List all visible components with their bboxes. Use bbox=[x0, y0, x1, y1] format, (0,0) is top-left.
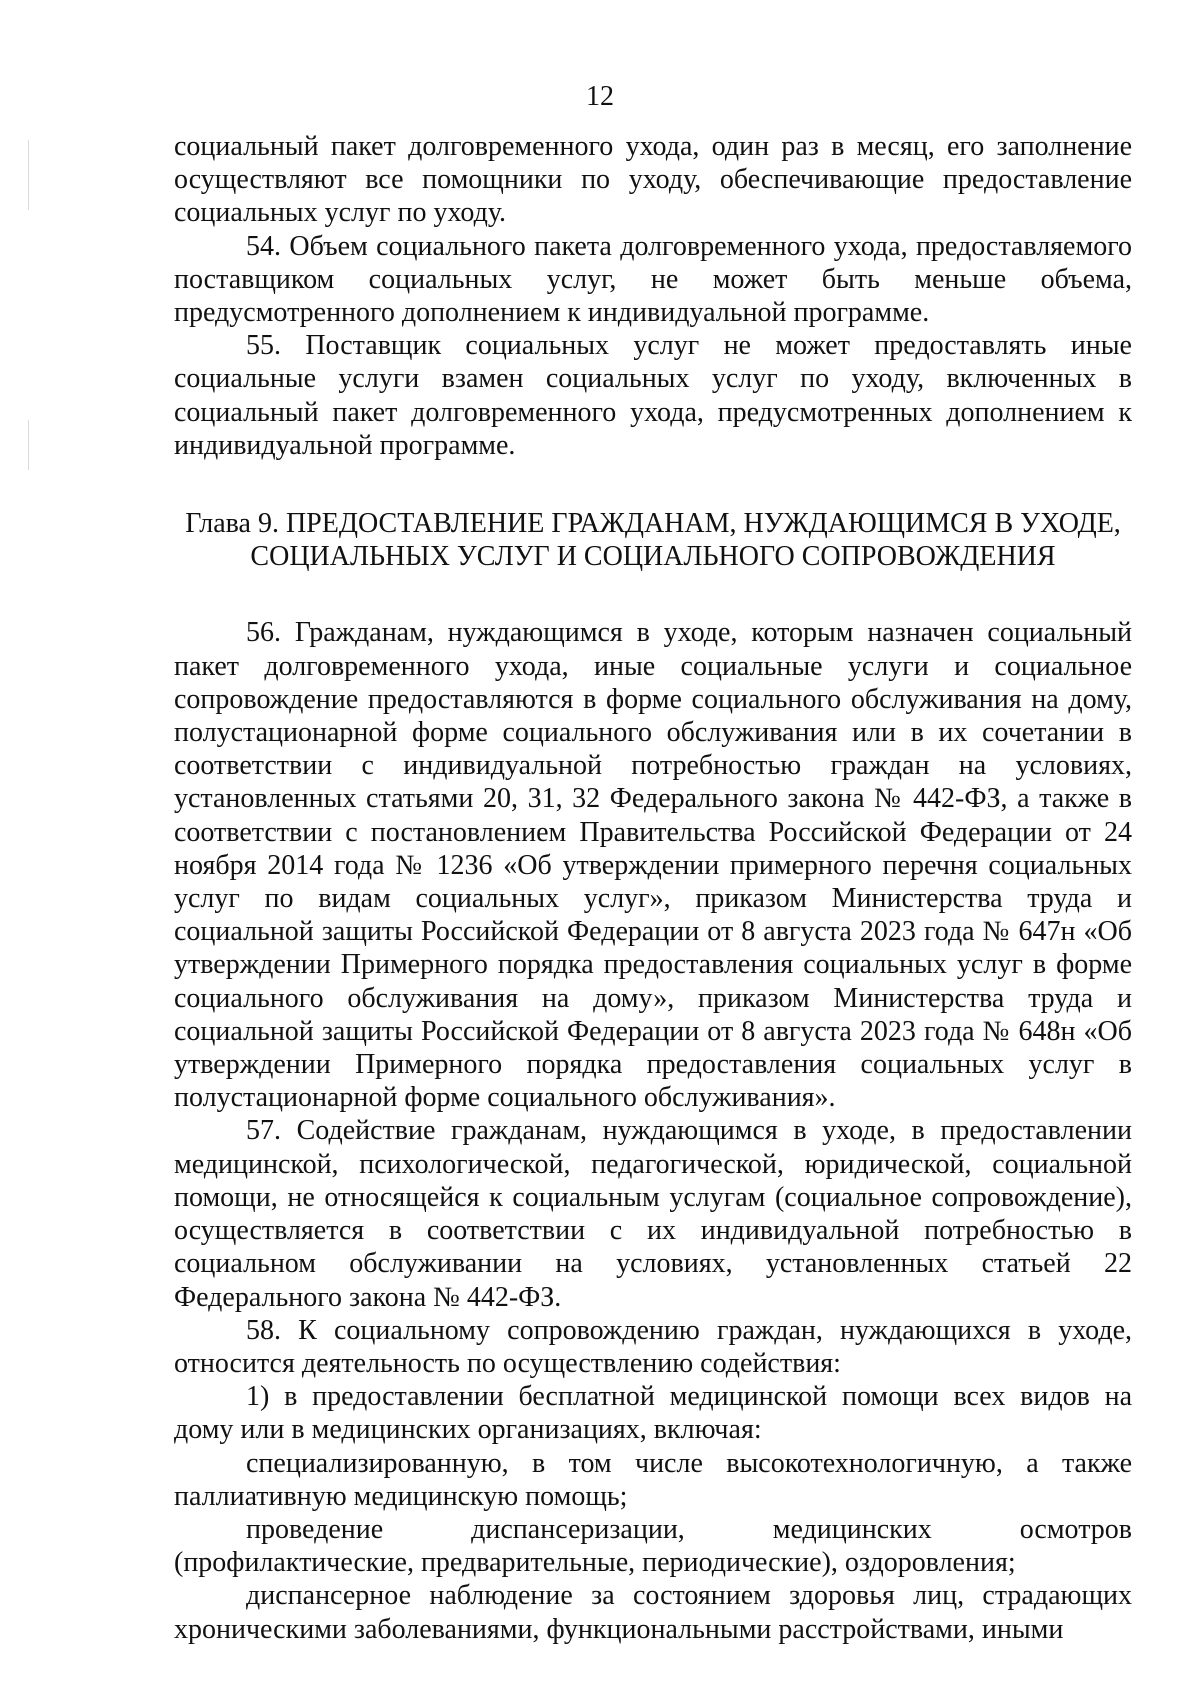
chapter-heading bbox=[174, 507, 1132, 573]
chapter-heading-line: Глава 9. ПРЕДОСТАВЛЕНИЕ ГРАЖДАНАМ, НУЖДАЮЩИМСЯ В УХОДЕ, bbox=[185, 508, 1121, 540]
chapter-heading-line: СОЦИАЛЬНЫХ УСЛУГ И СОЦИАЛЬНОГО СОПРОВОЖДЕНИЯ bbox=[250, 541, 1056, 573]
paragraph-group-bottom bbox=[174, 616, 1132, 1645]
scan-edge-mark bbox=[28, 420, 29, 470]
paragraph: специализированную, в том числе высокотехнологичную, а также паллиативную медицинскую помощь; bbox=[174, 1447, 1132, 1512]
paragraph: 54. Объем социального пакета долговременного ухода, предоставляемого поставщиком социальных услуг, не может быть меньше объема, предусмотренного дополнением к индивидуальной программе. bbox=[174, 230, 1132, 329]
paragraph: диспансерное наблюдение за состоянием здоровья лиц, страдающих хроническими заболеваниями, функциональными расстройствами, иными bbox=[174, 1580, 1132, 1645]
scan-edge-mark bbox=[28, 140, 29, 210]
page-number: 12 bbox=[586, 81, 614, 112]
paragraph-group-top bbox=[174, 130, 1132, 462]
paragraph: проведение диспансеризации, медицинских осмотров (профилактические, предварительные, периодические), оздоровления; bbox=[174, 1513, 1132, 1579]
paragraph: 57. Содействие гражданам, нуждающимся в уходе, в предоставлении медицинской, психологической, педагогической, юридической, социальной помощи, не относящейся к социальным услугам (социальное сопровождение), осуществляется в соответствии с их индивидуальной потребностью в социальном обслуживании на условиях, установленных статьей 22 Федерального закона № 442-ФЗ. bbox=[174, 1115, 1132, 1313]
document-body bbox=[174, 130, 1132, 1646]
paragraph: 56. Гражданам, нуждающимся в уходе, которым назначен социальный пакет долговременного ухода, иные социальные услуги и социальное сопровождение предоставляются в форме социального обслуживания на дому, полустационарной форме социального обслуживания или в их сочетании в соответствии с индивидуальной потребностью граждан на условиях, установленных статьями 20, 31, 32 Федерального закона № 442-ФЗ, а также в соответствии с постановлением Правительства Российской Федерации от 24 ноября 2014 года № 1236 «Об утверждении примерного перечня социальных услуг по видам социальных услуг», приказом Министерства труда и социальной защиты Российской Федерации от 8 августа 2023 года № 647н «Об утверждении Примерного порядка предоставления социальных услуг в форме социального обслуживания на дому», приказом Министерства труда и социальной защиты Российской Федерации от 8 августа 2023 года № 648н «Об утверждении Примерного порядка предоставления социальных услуг в полустационарной форме социального обслуживания». bbox=[174, 617, 1132, 1114]
paragraph: 58. К социальному сопровождению граждан, нуждающихся в уходе, относится деятельность по осуществлению содействия: bbox=[174, 1314, 1132, 1379]
paragraph: 1) в предоставлении бесплатной медицинской помощи всех видов на дому или в медицинских организациях, включая: bbox=[174, 1381, 1132, 1446]
paragraph: 55. Поставщик социальных услуг не может предоставлять иные социальные услуги взамен социальных услуг по уходу, включенных в социальный пакет долговременного ухода, предусмотренных дополнением к индивидуальной программе. bbox=[174, 330, 1132, 461]
paragraph: социальный пакет долговременного ухода, один раз в месяц, его заполнение осуществляют все помощники по уходу, обеспечивающие предоставление социальных услуг по уходу. bbox=[174, 131, 1132, 229]
